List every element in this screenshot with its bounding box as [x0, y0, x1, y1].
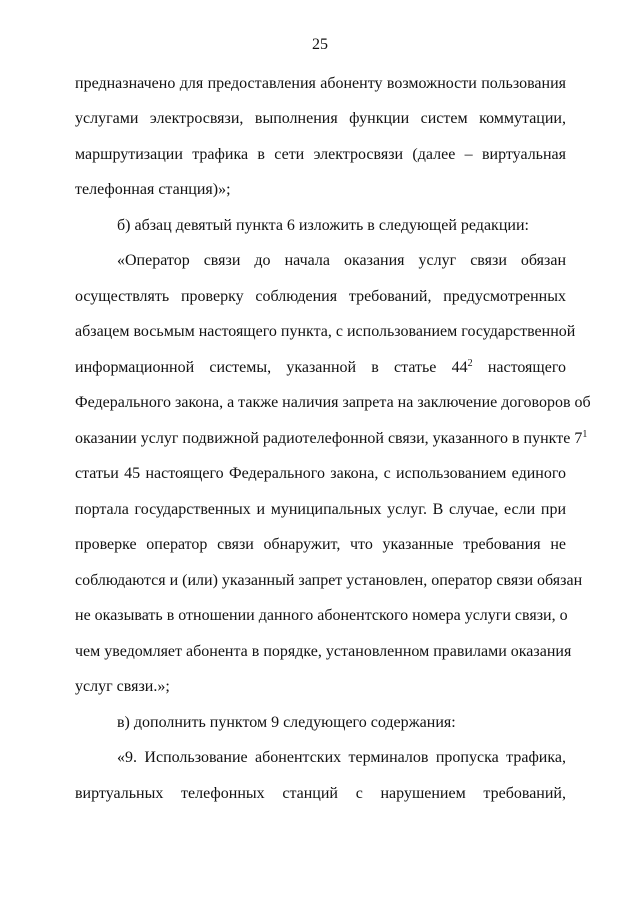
- text-line: услугами электросвязи, выполнения функции систем коммутации,: [75, 110, 566, 127]
- paragraph-heading-b: б) абзац девятый пункта 6 изложить в следующей редакции:: [117, 217, 529, 234]
- superscript: 2: [467, 358, 473, 369]
- text-line: предназначено для предоставления абоненту возможности пользования: [75, 75, 566, 92]
- line-text: оказании услуг подвижной радиотелефонной связи, указанного в пункте 7: [75, 430, 583, 447]
- text-line: услуг связи.»;: [75, 678, 170, 695]
- text-line: чем уведомляет абонента в порядке, установленном правилами оказания: [75, 643, 572, 660]
- line-tail: настоящего: [472, 359, 567, 376]
- line-text: информационной системы, указанной в статье 44: [75, 359, 468, 376]
- text-line: Федерального закона, а также наличия запрета на заключение договоров об: [75, 394, 591, 411]
- text-line: портала государственных и муниципальных услуг. В случае, если при: [75, 501, 566, 518]
- text-line-with-superscript: [75, 429, 588, 449]
- text-line: маршрутизации трафика в сети электросвязи (далее – виртуальная: [75, 146, 566, 163]
- text-line: осуществлять проверку соблюдения требований, предусмотренных: [75, 288, 566, 305]
- text-line: абзацем восьмым настоящего пункта, с использованием государственной: [75, 323, 576, 340]
- text-line: «Оператор связи до начала оказания услуг связи обязан: [117, 252, 566, 269]
- text-line: телефонная станция)»;: [75, 181, 231, 198]
- paragraph-heading-v: в) дополнить пунктом 9 следующего содержания:: [117, 714, 456, 731]
- text-line: «9. Использование абонентских терминалов пропуска трафика,: [117, 749, 566, 766]
- text-line-with-superscript: [75, 358, 566, 378]
- text-line: виртуальных телефонных станций с нарушением требований,: [75, 785, 566, 802]
- text-line: проверке оператор связи обнаружит, что указанные требования не: [75, 536, 566, 553]
- text-line: статьи 45 настоящего Федерального закона, с использованием единого: [75, 465, 566, 482]
- text-line: соблюдаются и (или) указанный запрет установлен, оператор связи обязан: [75, 572, 583, 589]
- text-line: не оказывать в отношении данного абонентского номера услуги связи, о: [75, 607, 568, 624]
- superscript: 1: [582, 429, 588, 440]
- page-number: 25: [312, 36, 328, 53]
